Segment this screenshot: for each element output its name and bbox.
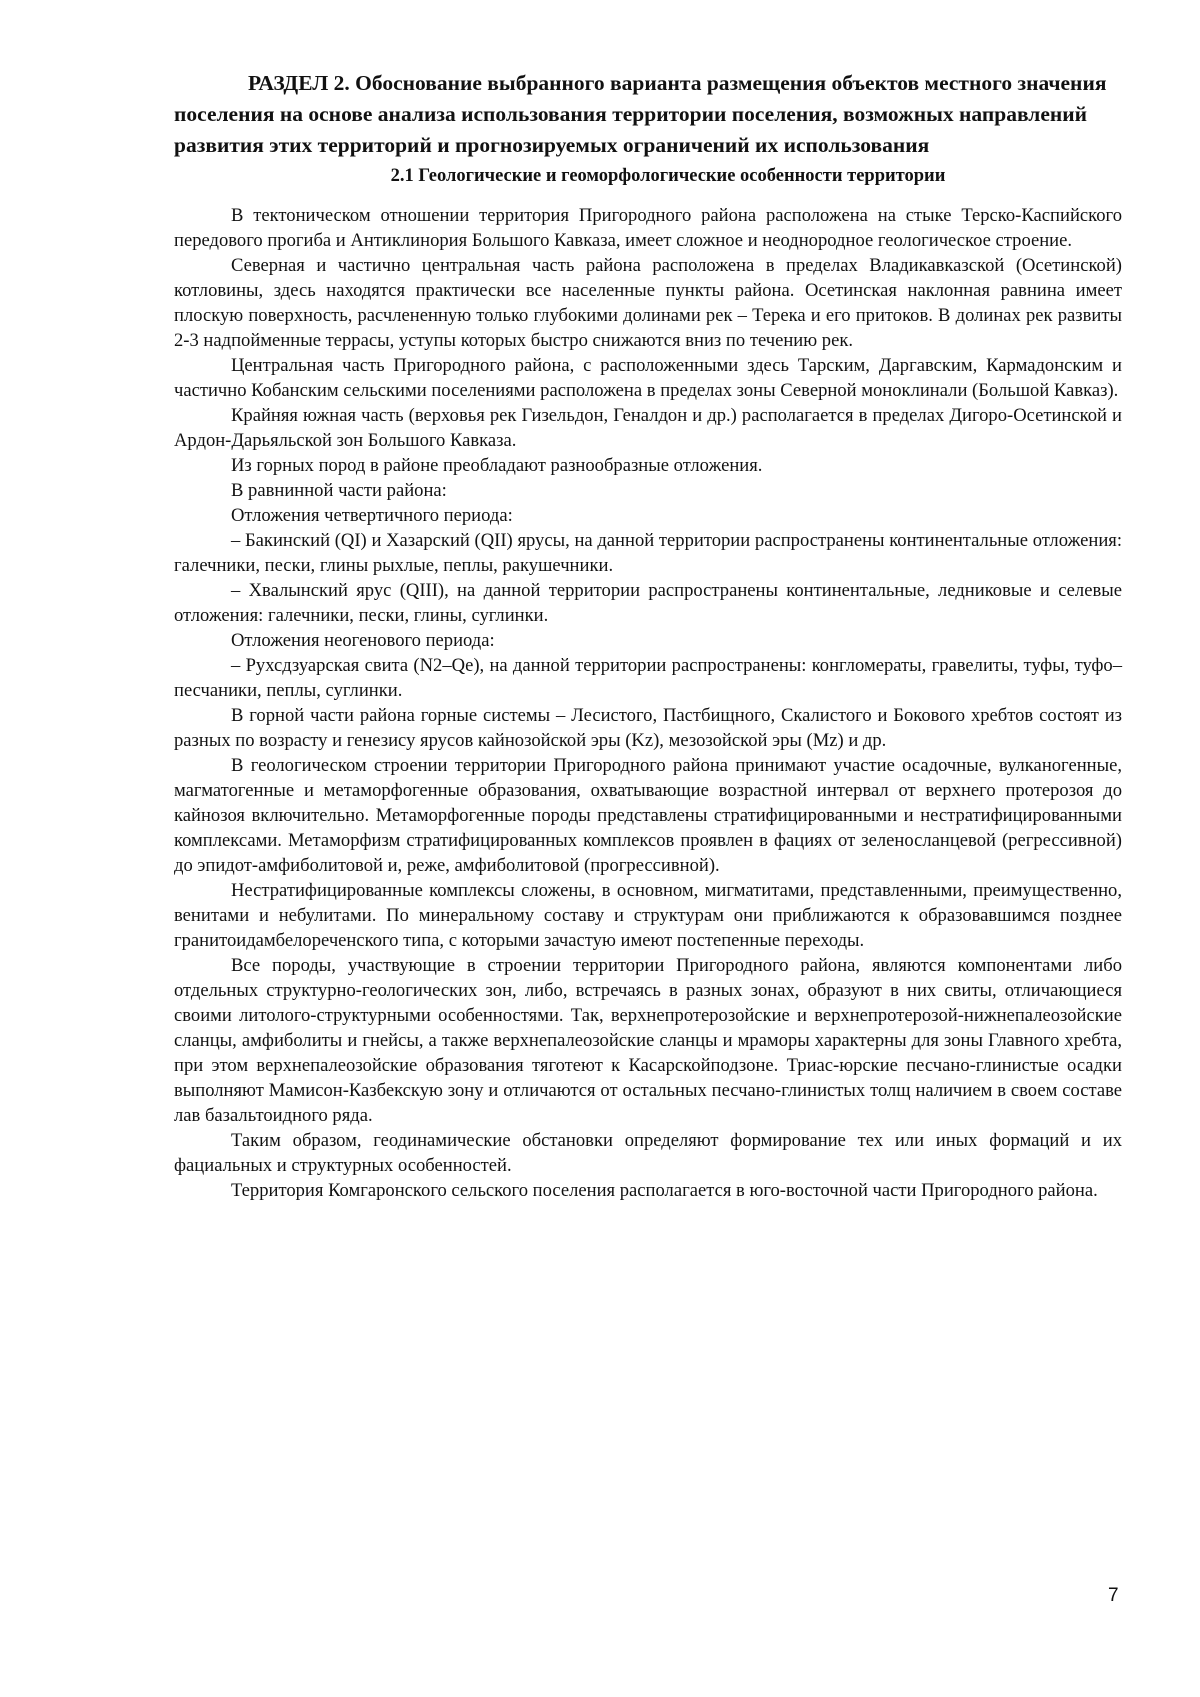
paragraph: В геологическом строении территории Пригородного района принимают участие осадочные, вулканогенные, магматогенные и метаморфогенные образования, охватывающие возрастной интервал от верхнего протерозоя до кайнозоя включительно. Метаморфогенные породы представлены стратифицированными и нестратифицированными комплексами. Метаморфизм стратифицированных комплексов проявлен в фациях от зеленосланцевой (регрессивной) до эпидот-амфиболитовой и, реже, амфиболитовой (прогрессивной). [174,755,1122,876]
paragraph: – Рухсдзуарская свита (N2–Qe), на данной территории распространены: конгломераты, гравелиты, туфы, туфо–песчаники, пеплы, суглинки. [174,655,1122,701]
section-title: РАЗДЕЛ 2. Обоснование выбранного варианта размещения объектов местного значения поселения на основе анализа использования территории поселения, возможных направлений развития этих территорий и прогнозируемых ограничений их использования [174,71,1107,157]
paragraph: – Хвалынский ярус (QIII), на данной территории распространены континентальные, ледниковые и селевые отложения: галечники, пески, глины, суглинки. [174,580,1122,626]
body-text [174,203,1122,1203]
paragraph: Отложения четвертичного периода: [231,505,513,526]
document-page [174,68,1122,1203]
paragraph: Нестратифицированные комплексы сложены, в основном, мигматитами, представленными, преимущественно, венитами и небулитами. По минеральному составу и структурам они приближаются к образовавшимся позднее гранитоидамбелореченского типа, с которыми зачастую имеют постепенные переходы. [174,880,1122,951]
paragraph: Крайняя южная часть (верховья рек Гизельдон, Геналдон и др.) располагается в пределах Дигоро-Осетинской и Ардон-Дарьяльской зон Большого Кавказа. [174,405,1122,451]
subsection-title: 2.1 Геологические и геоморфологические особенности территории [390,166,946,186]
paragraph: Территория Комгаронского сельского поселения располагается в юго-восточной части Пригородного района. [231,1180,1098,1201]
paragraph: В горной части района горные системы – Лесистого, Пастбищного, Скалистого и Бокового хребтов состоят из разных по возрасту и генезису ярусов кайнозойской эры (Kz), мезозойской эры (Mz) и др. [174,705,1122,751]
page-number: 7 [1108,1585,1119,1606]
paragraph: В тектоническом отношении территория Пригородного района расположена на стыке Терско-Каспийского передового прогиба и Антиклинория Большого Кавказа, имеет сложное и неоднородное геологическое строение. [174,205,1122,251]
paragraph: Из горных пород в районе преобладают разнообразные отложения. [231,455,763,476]
paragraph: Отложения неогенового периода: [231,630,495,651]
paragraph: – Бакинский (QI) и Хазарский (QII) ярусы, на данной территории распространены континентальные отложения: галечники, пески, глины рыхлые, пеплы, ракушечники. [174,530,1122,576]
paragraph: Северная и частично центральная часть района расположена в пределах Владикавказской (Осетинской) котловины, здесь находятся практически все населенные пункты района. Осетинская наклонная равнина имеет плоскую поверхность, расчлененную только глубокими долинами рек – Терека и его притоков. В долинах рек развиты 2-3 надпойменные террасы, уступы которых быстро снижаются вниз по течению рек. [174,255,1122,351]
paragraph: Центральная часть Пригородного района, с расположенными здесь Тарским, Даргавским, Кармадонским и частично Кобанским сельскими поселениями расположена в пределах зоны Северной моноклинали (Большой Кавказ). [174,355,1122,401]
paragraph: Таким образом, геодинамические обстановки определяют формирование тех или иных формаций и их фациальных и структурных особенностей. [174,1130,1122,1176]
paragraph: В равнинной части района: [231,480,447,501]
paragraph: Все породы, участвующие в строении территории Пригородного района, являются компонентами либо отдельных структурно-геологических зон, либо, встречаясь в разных зонах, образуют в них свиты, отличающиеся своими литолого-структурными особенностями. Так, верхнепротерозойские и верхнепротерозой-нижнепалеозойские сланцы, амфиболиты и гнейсы, а также верхнепалеозойские сланцы и мраморы характерны для зоны Главного хребта, при этом верхнепалеозойские образования тяготеют к Касарскойподзоне. Триас-юрские песчано-глинистые осадки выполняют Мамисон-Казбекскую зону и отличаются от остальных песчано-глинистых толщ наличием в своем составе лав базальтоидного ряда. [174,955,1122,1126]
